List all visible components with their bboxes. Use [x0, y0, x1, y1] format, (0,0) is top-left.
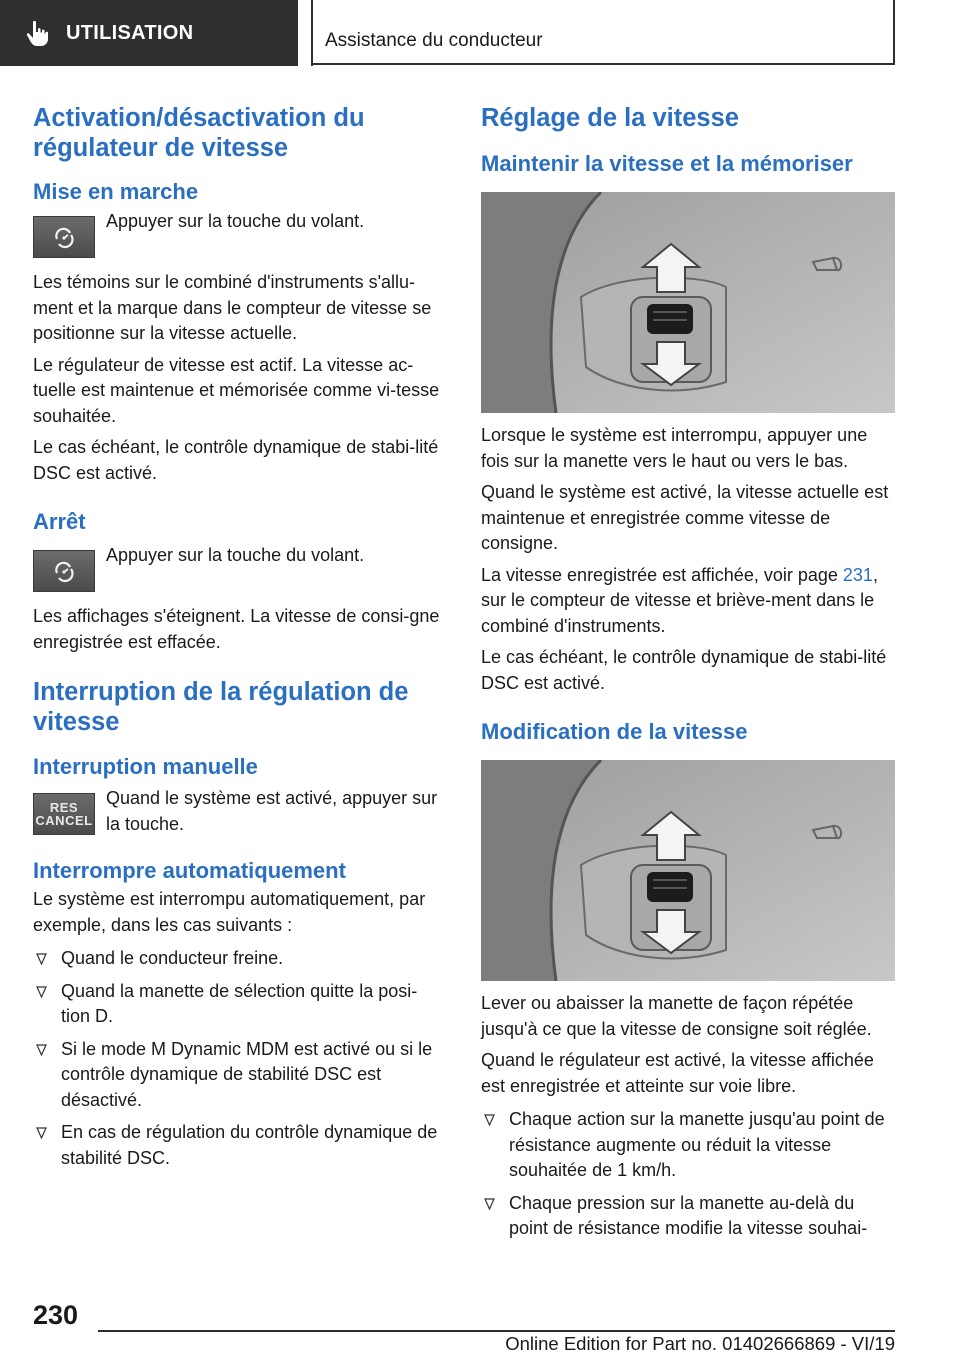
section-tab	[0, 0, 298, 66]
list-item: Si le mode M Dynamic MDM est activé ou si le contrôle dynamique de stabilité DSC est désactivé.	[33, 1037, 441, 1114]
list-item: Chaque action sur la manette jusqu'au point de résistance augmente ou réduit la vitesse souhaitée de 1 km/h.	[481, 1107, 895, 1184]
header-divider-right	[893, 0, 895, 65]
header-underline	[311, 63, 895, 65]
paragraph-affichages: Les affichages s'éteignent. La vitesse de consi-gne enregistrée est effacée.	[33, 606, 440, 652]
footer-rule	[98, 1330, 895, 1332]
list-item: Quand le conducteur freine.	[33, 946, 441, 972]
triangle-bullet-icon	[36, 1044, 47, 1056]
page-link[interactable]: 231	[842, 564, 873, 585]
paragraph-regulateur-active: Quand le régulateur est activé, la vitesse affichée est enregistrée et atteinte sur voie libre.	[481, 1050, 874, 1096]
heading-mise-en-marche: Mise en marche	[33, 179, 199, 204]
paragraph-interrompu-manette: Lorsque le système est interrompu, appuyer une fois sur la manette vers le haut ou vers le bas.	[481, 425, 868, 471]
heading-activation: Activation/désactivation du régulateur de vitesse	[33, 104, 365, 162]
key-row-arret	[33, 545, 441, 592]
list-item: En cas de régulation du contrôle dynamique de stabilité DSC.	[33, 1120, 441, 1171]
hand-pointer-icon	[22, 18, 52, 48]
heading-modification: Modification de la vitesse	[481, 719, 748, 744]
paragraph-lever: Lever ou abaisser la manette de façon répétée jusqu'à ce que la vitesse de consigne soit réglée.	[481, 993, 872, 1039]
paragraph-dsc-right: Le cas échéant, le contrôle dynamique de stabi-lité DSC est activé.	[481, 647, 887, 693]
cruise-control-key	[33, 216, 95, 258]
paragraph-dsc: Le cas échéant, le contrôle dynamique de stabi-lité DSC est activé.	[33, 437, 439, 483]
heading-reglage: Réglage de la vitesse	[481, 104, 739, 132]
chapter-title: Assistance du conducteur	[325, 30, 543, 51]
paragraph-actif: Le régulateur de vitesse est actif. La vitesse ac-tuelle est maintenue et mémorisée comme vi-tesse souhaitée.	[33, 354, 440, 426]
key-row-marche	[33, 211, 441, 258]
cruise-control-icon	[51, 225, 77, 249]
list-item: Quand la manette de sélection quitte la posi-tion D.	[33, 979, 441, 1030]
heading-interrompre-auto: Interrompre automatiquement	[33, 858, 346, 883]
heading-arret: Arrêt	[33, 509, 86, 534]
steering-wheel-image	[481, 192, 895, 413]
triangle-bullet-icon	[484, 1198, 495, 1210]
heading-interruption-manuelle: Interruption manuelle	[33, 754, 258, 779]
heading-maintenir: Maintenir la vitesse et la mémoriser	[481, 151, 853, 176]
key-instruction-arret: Appuyer sur la touche du volant.	[106, 545, 365, 565]
header-divider	[311, 0, 313, 66]
cruise-control-icon	[51, 559, 77, 583]
paragraph-vitesse-actuelle: Quand le système est activé, la vitesse actuelle est maintenue et enregistrée comme vitesse de consigne.	[481, 482, 889, 553]
footer-edition: Online Edition for Part no. 01402666869 - VI/19	[505, 1333, 895, 1354]
key-row-manuelle	[33, 788, 441, 837]
key-instruction-manuelle: Quand le système est activé, appuyer sur la touche.	[106, 788, 438, 834]
triangle-bullet-icon	[36, 1127, 47, 1139]
paragraph-interrompu: Le système est interrompu automatiquement, par exemple, dans les cas suivants :	[33, 889, 426, 935]
steering-wheel-image	[481, 760, 895, 981]
res-cancel-key-label: RES CANCEL	[35, 800, 93, 828]
res-cancel-key	[33, 793, 95, 835]
paragraph-affichee: La vitesse enregistrée est affichée, voir page 231, sur le compteur de vitesse et briève-ment dans le combiné d'instruments.	[481, 564, 878, 636]
triangle-bullet-icon	[484, 1114, 495, 1126]
bullet-list-left	[33, 946, 441, 1171]
triangle-bullet-icon	[36, 986, 47, 998]
key-instruction-marche: Appuyer sur la touche du volant.	[106, 211, 365, 231]
heading-interruption: Interruption de la régulation de vitesse	[33, 678, 409, 736]
right-column	[481, 103, 895, 1249]
triangle-bullet-icon	[36, 953, 47, 965]
bullet-list-right	[481, 1107, 895, 1242]
cruise-control-key	[33, 550, 95, 592]
list-item: Chaque pression sur la manette au-delà du point de résistance modifie la vitesse souhai-	[481, 1191, 895, 1242]
section-tab-label: UTILISATION	[66, 21, 194, 44]
page-number: 230	[33, 1300, 79, 1330]
left-column	[33, 103, 441, 1178]
paragraph-temoins: Les témoins sur le combiné d'instruments s'allu-ment et la marque dans le compteur de vitesse se positionne sur la vitesse actuelle.	[33, 272, 432, 343]
